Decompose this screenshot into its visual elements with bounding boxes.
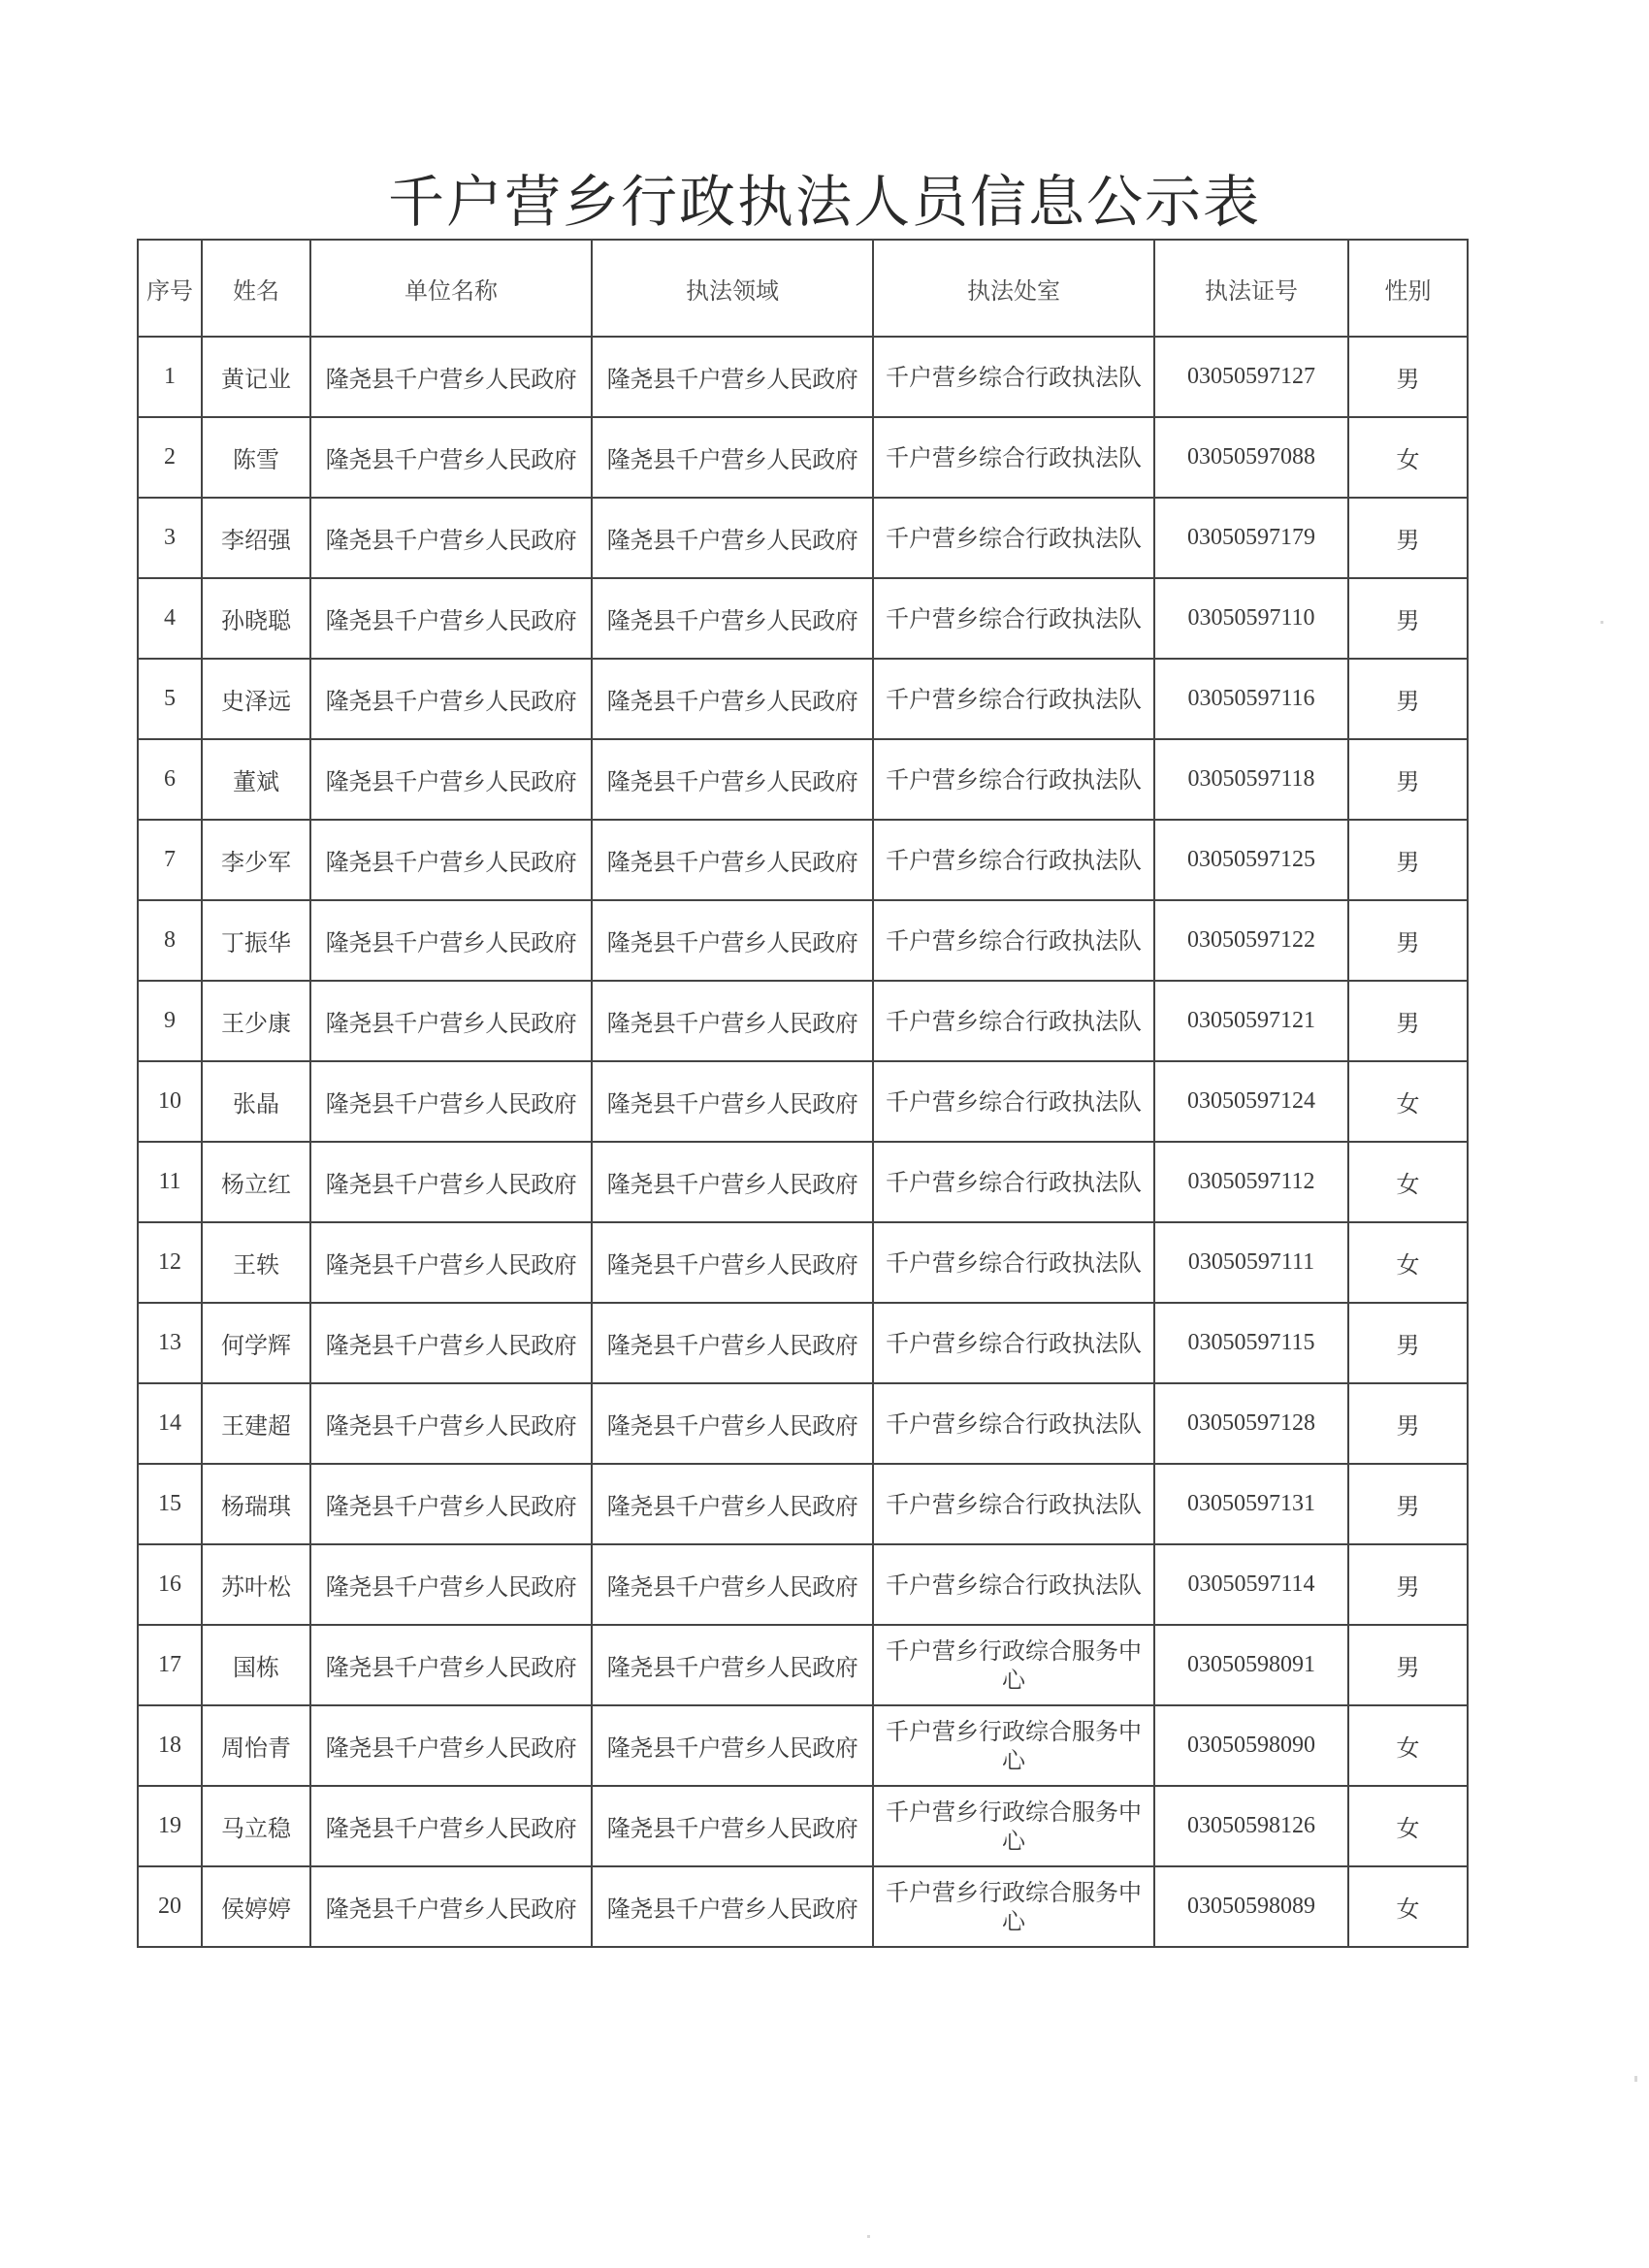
cell-name: 王建超 <box>202 1383 310 1464</box>
cell-gender: 男 <box>1348 820 1468 900</box>
cell-cert: 03050598089 <box>1154 1866 1348 1947</box>
table-body <box>138 337 1468 1947</box>
cell-field: 隆尧县千户营乡人民政府 <box>592 1222 873 1303</box>
cell-office: 千户营乡综合行政执法队 <box>873 417 1154 498</box>
cell-cert: 03050597116 <box>1154 659 1348 739</box>
cell-cert: 03050597122 <box>1154 900 1348 981</box>
cell-name: 张晶 <box>202 1061 310 1142</box>
cell-name: 苏叶松 <box>202 1544 310 1625</box>
cell-cert: 03050597118 <box>1154 739 1348 820</box>
cell-name: 董斌 <box>202 739 310 820</box>
cell-unit: 隆尧县千户营乡人民政府 <box>310 981 592 1061</box>
cell-cert: 03050597128 <box>1154 1383 1348 1464</box>
cell-name: 李少军 <box>202 820 310 900</box>
cell-gender: 男 <box>1348 900 1468 981</box>
cell-unit: 隆尧县千户营乡人民政府 <box>310 1222 592 1303</box>
cell-name: 马立稳 <box>202 1786 310 1866</box>
cell-office: 千户营乡综合行政执法队 <box>873 1544 1154 1625</box>
cell-cert: 03050597114 <box>1154 1544 1348 1625</box>
cell-unit: 隆尧县千户营乡人民政府 <box>310 1866 592 1947</box>
cell-cert: 03050597124 <box>1154 1061 1348 1142</box>
cell-unit: 隆尧县千户营乡人民政府 <box>310 659 592 739</box>
cell-name: 李绍强 <box>202 498 310 578</box>
table-row <box>138 820 1468 900</box>
cell-field: 隆尧县千户营乡人民政府 <box>592 1786 873 1866</box>
scan-speck <box>1600 621 1603 624</box>
cell-index: 16 <box>138 1544 202 1625</box>
header-unit: 单位名称 <box>310 240 592 337</box>
cell-office: 千户营乡综合行政执法队 <box>873 1303 1154 1383</box>
cell-field: 隆尧县千户营乡人民政府 <box>592 498 873 578</box>
table-row <box>138 1544 1468 1625</box>
cell-name: 孙晓聪 <box>202 578 310 659</box>
header-index: 序号 <box>138 240 202 337</box>
cell-name: 周怡青 <box>202 1705 310 1786</box>
cell-index: 8 <box>138 900 202 981</box>
cell-office: 千户营乡综合行政执法队 <box>873 659 1154 739</box>
cell-name: 杨瑞琪 <box>202 1464 310 1544</box>
table-row <box>138 417 1468 498</box>
cell-index: 9 <box>138 981 202 1061</box>
cell-gender: 男 <box>1348 498 1468 578</box>
cell-unit: 隆尧县千户营乡人民政府 <box>310 417 592 498</box>
cell-index: 2 <box>138 417 202 498</box>
cell-unit: 隆尧县千户营乡人民政府 <box>310 1705 592 1786</box>
cell-index: 12 <box>138 1222 202 1303</box>
cell-field: 隆尧县千户营乡人民政府 <box>592 1303 873 1383</box>
cell-index: 3 <box>138 498 202 578</box>
cell-gender: 女 <box>1348 1061 1468 1142</box>
cell-office: 千户营乡综合行政执法队 <box>873 578 1154 659</box>
cell-office: 千户营乡综合行政执法队 <box>873 820 1154 900</box>
table-row <box>138 1705 1468 1786</box>
cell-field: 隆尧县千户营乡人民政府 <box>592 1625 873 1705</box>
cell-office: 千户营乡综合行政执法队 <box>873 1142 1154 1222</box>
cell-unit: 隆尧县千户营乡人民政府 <box>310 1786 592 1866</box>
table-row <box>138 1786 1468 1866</box>
cell-field: 隆尧县千户营乡人民政府 <box>592 1464 873 1544</box>
table-row <box>138 981 1468 1061</box>
table-row <box>138 1625 1468 1705</box>
cell-field: 隆尧县千户营乡人民政府 <box>592 739 873 820</box>
cell-unit: 隆尧县千户营乡人民政府 <box>310 820 592 900</box>
table-row <box>138 498 1468 578</box>
cell-index: 13 <box>138 1303 202 1383</box>
cell-office: 千户营乡行政综合服务中心 <box>873 1705 1154 1786</box>
cell-gender: 女 <box>1348 417 1468 498</box>
cell-index: 20 <box>138 1866 202 1947</box>
cell-gender: 女 <box>1348 1866 1468 1947</box>
cell-gender: 女 <box>1348 1705 1468 1786</box>
table-row <box>138 1142 1468 1222</box>
scan-speck <box>867 2235 870 2238</box>
cell-gender: 男 <box>1348 981 1468 1061</box>
cell-office: 千户营乡综合行政执法队 <box>873 1383 1154 1464</box>
scan-speck <box>1634 2076 1637 2082</box>
cell-cert: 03050597112 <box>1154 1142 1348 1222</box>
cell-cert: 03050597179 <box>1154 498 1348 578</box>
header-office: 执法处室 <box>873 240 1154 337</box>
cell-index: 17 <box>138 1625 202 1705</box>
cell-field: 隆尧县千户营乡人民政府 <box>592 578 873 659</box>
cell-gender: 女 <box>1348 1786 1468 1866</box>
cell-cert: 03050598091 <box>1154 1625 1348 1705</box>
header-field: 执法领域 <box>592 240 873 337</box>
cell-gender: 男 <box>1348 739 1468 820</box>
cell-field: 隆尧县千户营乡人民政府 <box>592 981 873 1061</box>
table-row <box>138 739 1468 820</box>
table-row <box>138 1866 1468 1947</box>
table-row <box>138 1303 1468 1383</box>
cell-name: 黄记业 <box>202 337 310 417</box>
cell-unit: 隆尧县千户营乡人民政府 <box>310 1625 592 1705</box>
cell-field: 隆尧县千户营乡人民政府 <box>592 1866 873 1947</box>
table-row <box>138 659 1468 739</box>
cell-field: 隆尧县千户营乡人民政府 <box>592 1544 873 1625</box>
cell-office: 千户营乡行政综合服务中心 <box>873 1866 1154 1947</box>
cell-unit: 隆尧县千户营乡人民政府 <box>310 1142 592 1222</box>
table-header-row <box>138 240 1468 337</box>
header-cert: 执法证号 <box>1154 240 1348 337</box>
cell-cert: 03050597127 <box>1154 337 1348 417</box>
cell-office: 千户营乡综合行政执法队 <box>873 739 1154 820</box>
cell-office: 千户营乡综合行政执法队 <box>873 1464 1154 1544</box>
cell-field: 隆尧县千户营乡人民政府 <box>592 337 873 417</box>
cell-gender: 男 <box>1348 578 1468 659</box>
cell-office: 千户营乡综合行政执法队 <box>873 1222 1154 1303</box>
cell-unit: 隆尧县千户营乡人民政府 <box>310 498 592 578</box>
cell-name: 杨立红 <box>202 1142 310 1222</box>
table-row <box>138 1464 1468 1544</box>
table-row <box>138 578 1468 659</box>
cell-gender: 男 <box>1348 1303 1468 1383</box>
cell-office: 千户营乡行政综合服务中心 <box>873 1625 1154 1705</box>
cell-name: 王轶 <box>202 1222 310 1303</box>
cell-cert: 03050598090 <box>1154 1705 1348 1786</box>
table-row <box>138 1061 1468 1142</box>
cell-gender: 男 <box>1348 659 1468 739</box>
cell-office: 千户营乡综合行政执法队 <box>873 1061 1154 1142</box>
cell-field: 隆尧县千户营乡人民政府 <box>592 1383 873 1464</box>
cell-index: 4 <box>138 578 202 659</box>
cell-cert: 03050597125 <box>1154 820 1348 900</box>
header-name: 姓名 <box>202 240 310 337</box>
cell-cert: 03050597110 <box>1154 578 1348 659</box>
cell-cert: 03050598126 <box>1154 1786 1348 1866</box>
cell-field: 隆尧县千户营乡人民政府 <box>592 1705 873 1786</box>
cell-index: 11 <box>138 1142 202 1222</box>
cell-gender: 女 <box>1348 1222 1468 1303</box>
page-title: 千户营乡行政执法人员信息公示表 <box>387 169 1261 235</box>
cell-gender: 男 <box>1348 1383 1468 1464</box>
cell-index: 19 <box>138 1786 202 1866</box>
cell-unit: 隆尧县千户营乡人民政府 <box>310 578 592 659</box>
cell-office: 千户营乡综合行政执法队 <box>873 498 1154 578</box>
cell-field: 隆尧县千户营乡人民政府 <box>592 659 873 739</box>
cell-name: 国栋 <box>202 1625 310 1705</box>
cell-index: 15 <box>138 1464 202 1544</box>
cell-cert: 03050597088 <box>1154 417 1348 498</box>
cell-unit: 隆尧县千户营乡人民政府 <box>310 1061 592 1142</box>
cell-office: 千户营乡综合行政执法队 <box>873 981 1154 1061</box>
table-row <box>138 337 1468 417</box>
cell-office: 千户营乡综合行政执法队 <box>873 337 1154 417</box>
cell-name: 王少康 <box>202 981 310 1061</box>
cell-unit: 隆尧县千户营乡人民政府 <box>310 1303 592 1383</box>
cell-index: 14 <box>138 1383 202 1464</box>
cell-field: 隆尧县千户营乡人民政府 <box>592 417 873 498</box>
cell-gender: 男 <box>1348 337 1468 417</box>
cell-cert: 03050597131 <box>1154 1464 1348 1544</box>
cell-name: 丁振华 <box>202 900 310 981</box>
cell-field: 隆尧县千户营乡人民政府 <box>592 900 873 981</box>
cell-cert: 03050597115 <box>1154 1303 1348 1383</box>
cell-unit: 隆尧县千户营乡人民政府 <box>310 1544 592 1625</box>
cell-name: 陈雪 <box>202 417 310 498</box>
cell-index: 6 <box>138 739 202 820</box>
cell-field: 隆尧县千户营乡人民政府 <box>592 820 873 900</box>
cell-index: 1 <box>138 337 202 417</box>
cell-field: 隆尧县千户营乡人民政府 <box>592 1061 873 1142</box>
cell-field: 隆尧县千户营乡人民政府 <box>592 1142 873 1222</box>
cell-office: 千户营乡行政综合服务中心 <box>873 1786 1154 1866</box>
cell-cert: 03050597111 <box>1154 1222 1348 1303</box>
table-row <box>138 1383 1468 1464</box>
table-row <box>138 900 1468 981</box>
cell-name: 史泽远 <box>202 659 310 739</box>
cell-unit: 隆尧县千户营乡人民政府 <box>310 900 592 981</box>
cell-gender: 男 <box>1348 1544 1468 1625</box>
cell-index: 10 <box>138 1061 202 1142</box>
cell-index: 7 <box>138 820 202 900</box>
cell-gender: 男 <box>1348 1625 1468 1705</box>
cell-name: 侯婷婷 <box>202 1866 310 1947</box>
table-row <box>138 1222 1468 1303</box>
cell-gender: 女 <box>1348 1142 1468 1222</box>
cell-unit: 隆尧县千户营乡人民政府 <box>310 1464 592 1544</box>
cell-index: 5 <box>138 659 202 739</box>
cell-unit: 隆尧县千户营乡人民政府 <box>310 337 592 417</box>
cell-gender: 男 <box>1348 1464 1468 1544</box>
cell-index: 18 <box>138 1705 202 1786</box>
personnel-table <box>137 239 1469 1948</box>
header-gender: 性别 <box>1348 240 1468 337</box>
cell-name: 何学辉 <box>202 1303 310 1383</box>
cell-cert: 03050597121 <box>1154 981 1348 1061</box>
cell-unit: 隆尧县千户营乡人民政府 <box>310 739 592 820</box>
cell-office: 千户营乡综合行政执法队 <box>873 900 1154 981</box>
cell-unit: 隆尧县千户营乡人民政府 <box>310 1383 592 1464</box>
